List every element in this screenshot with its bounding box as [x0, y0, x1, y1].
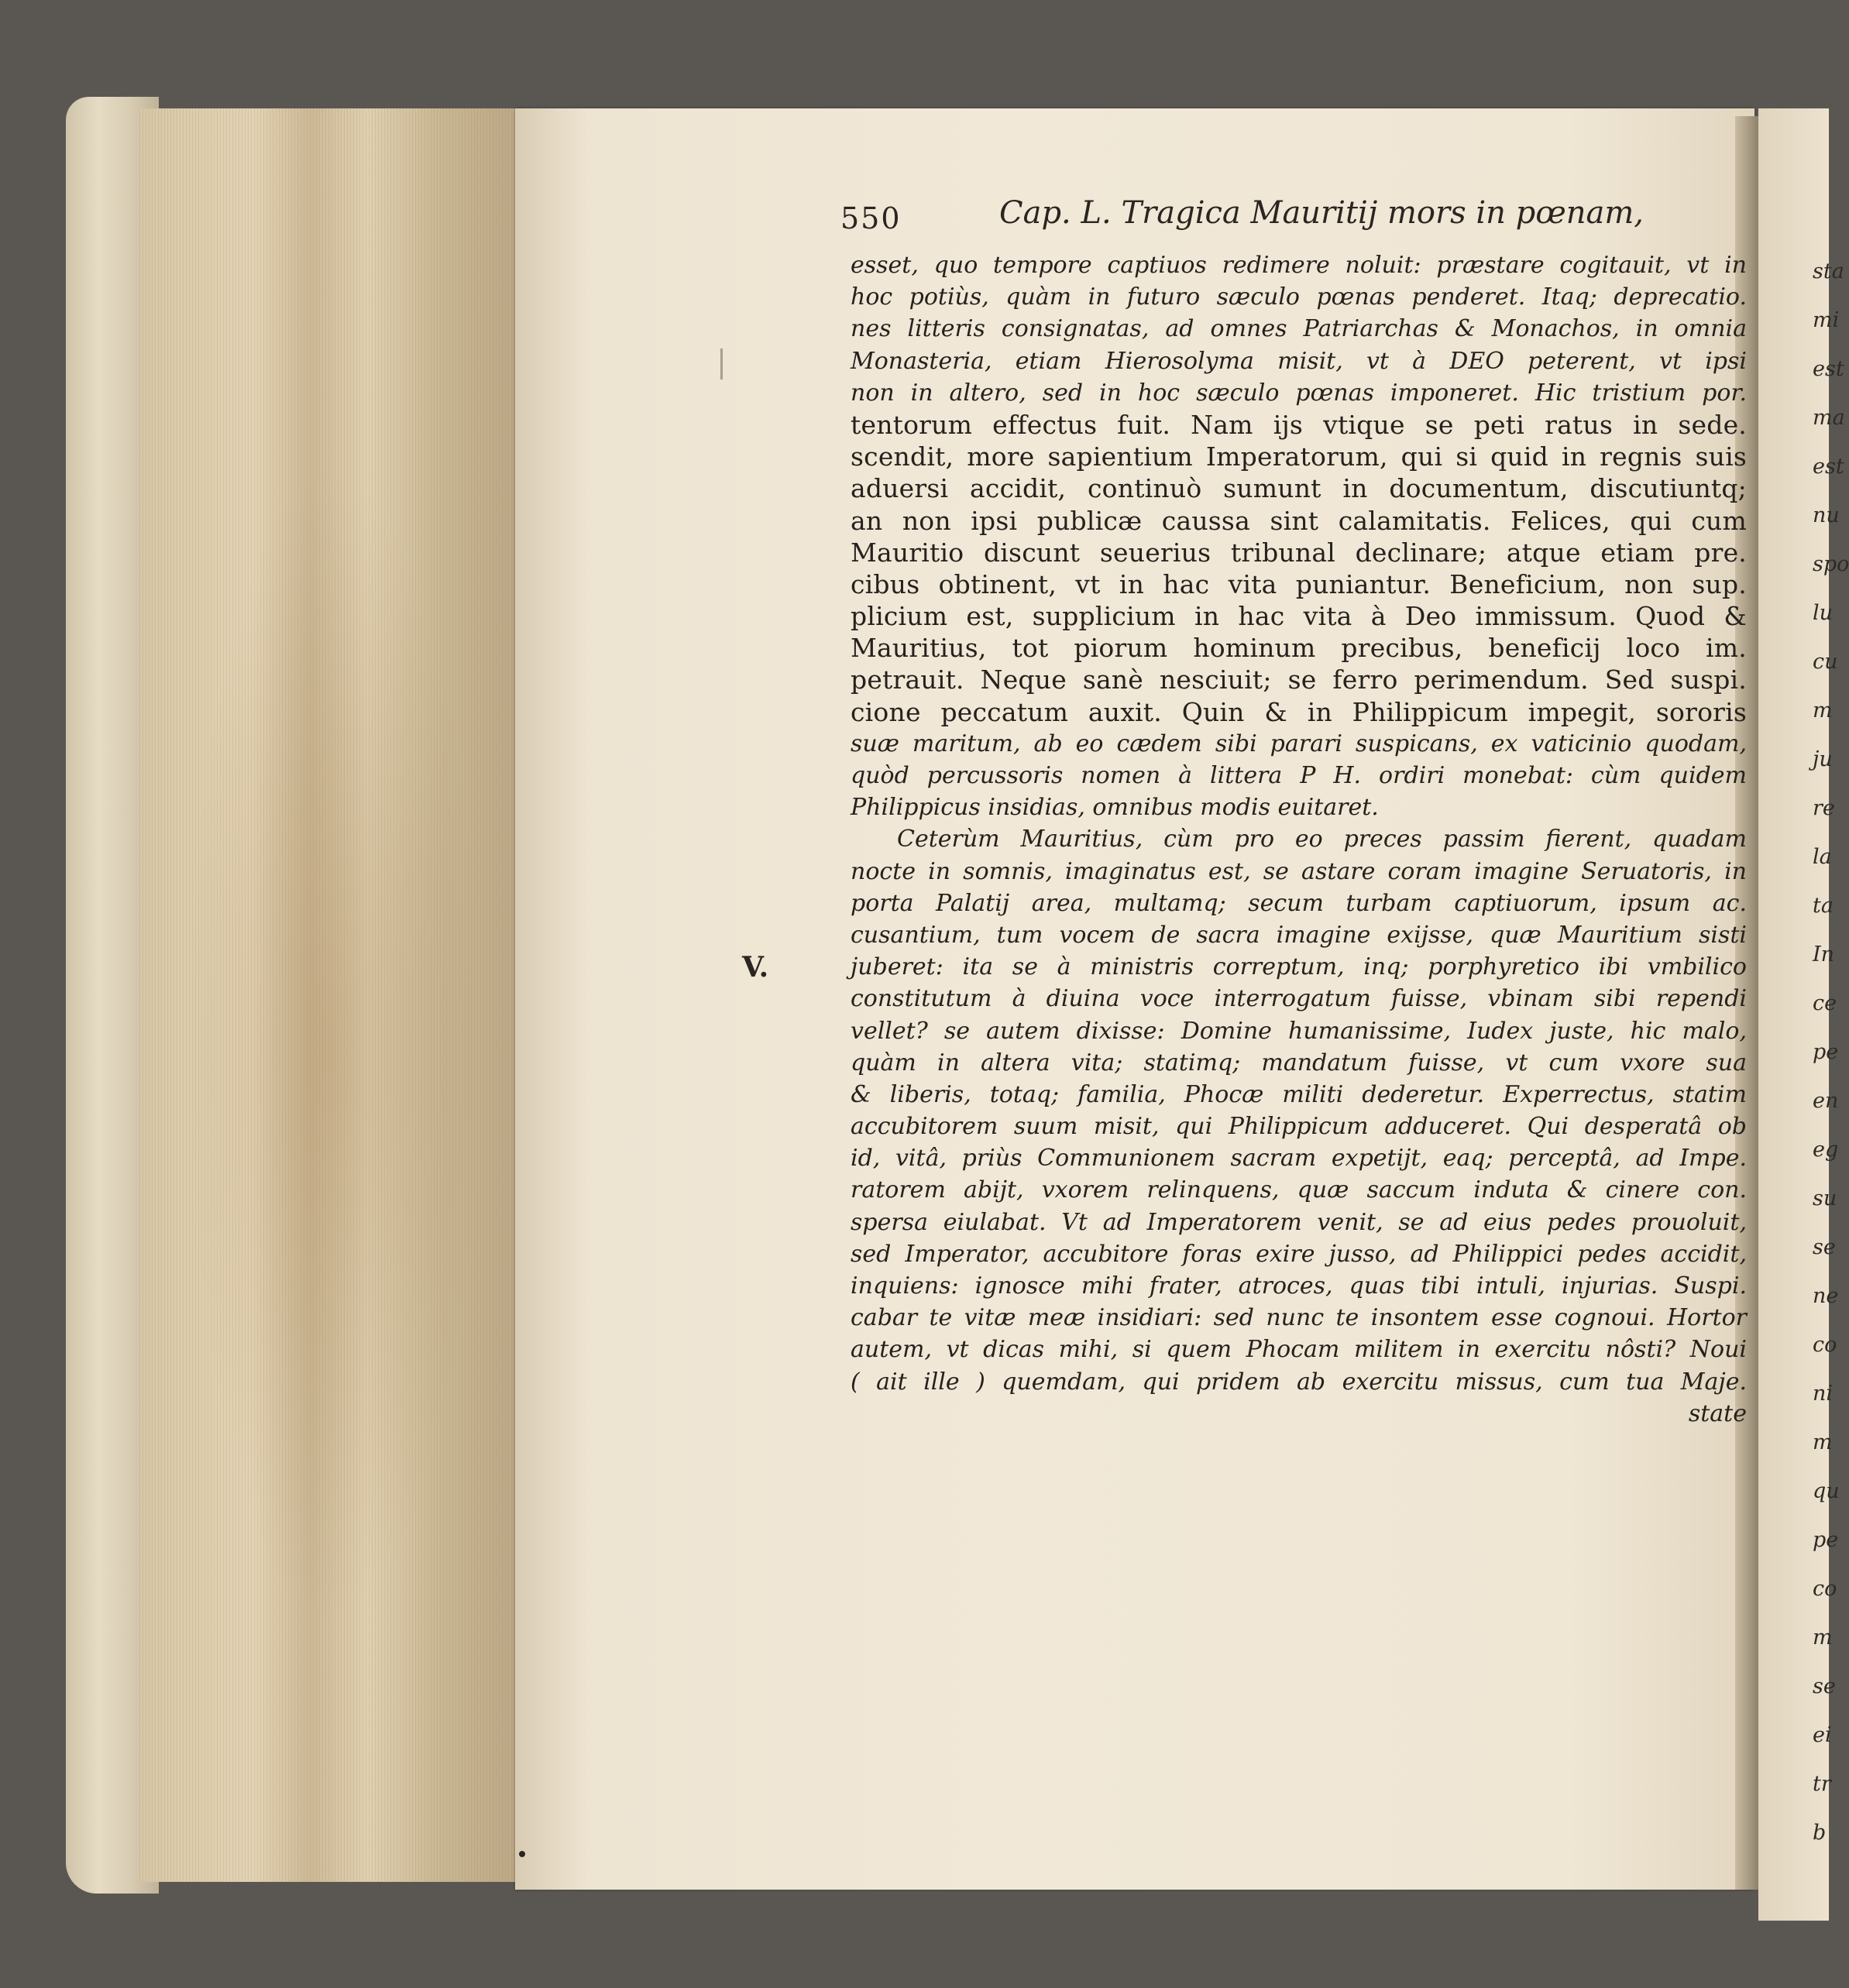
facing-page-fragment: m: [1813, 699, 1833, 723]
facing-page-fragment: se: [1813, 1235, 1836, 1259]
facing-page-fragment: tr: [1813, 1772, 1831, 1796]
facing-page-fragment: ta: [1813, 894, 1834, 918]
facing-page-fragment: m: [1813, 1626, 1833, 1650]
margin-numeral: V.: [742, 951, 769, 984]
text-line: vellet? se autem dixisse: Domine humanissime, Iudex juste, hic malo,: [851, 1017, 1747, 1045]
text-line: ( ait ille ) quemdam, qui pridem ab exercitu missus, cum tua Maje.: [851, 1368, 1747, 1396]
text-line: id, vitâ, priùs Communionem sacram expetijt, eaq; perceptâ, ad Impe.: [851, 1145, 1747, 1173]
facing-page-fragment: en: [1813, 1089, 1839, 1113]
facing-page-fragment: In: [1813, 942, 1835, 967]
facing-page-fragment: ni: [1813, 1382, 1834, 1406]
facing-page-fragment: spo: [1813, 552, 1849, 576]
text-line: quòd percussoris nomen à littera P H. ordiri monebat: cùm quidem: [851, 762, 1747, 789]
text-line: autem, vt dicas mihi, si quem Phocam militem in exercitu nôsti? Noui: [851, 1336, 1747, 1364]
text-line: inquiens: ignosce mihi frater, atroces, quas tibi intuli, injurias. Suspi.: [851, 1272, 1747, 1300]
facing-page-fragment: co: [1813, 1577, 1837, 1601]
facing-page-fragment: nu: [1813, 503, 1840, 527]
page-number: 550: [840, 201, 902, 235]
text-line: Mauritius, tot piorum hominum precibus, beneficij loco im.: [851, 633, 1747, 664]
facing-page-fragment: m: [1813, 1430, 1833, 1454]
facing-page-fragment: qu: [1813, 1479, 1840, 1503]
facing-page-fragment: co: [1813, 1333, 1837, 1357]
facing-page: [1758, 108, 1849, 1921]
facing-page-fragment: ju: [1813, 747, 1833, 771]
running-head: Cap. L. Tragica Mauritij mors in pœnam,: [999, 195, 1645, 231]
text-line: Philippicus insidias, omnibus modis euitaret.: [851, 794, 1379, 822]
text-line: juberet: ita se à ministris correptum, inq; porphyretico ibi vmbilico: [851, 953, 1747, 981]
text-line: suæ maritum, ab eo cædem sibi parari suspicans, ex vaticinio quodam,: [851, 730, 1747, 757]
facing-page-fragment: est: [1813, 357, 1844, 381]
text-line: hoc potiùs, quàm in futuro sæculo pœnas penderet. Itaq; deprecatio.: [851, 283, 1747, 311]
edge-stain: [186, 465, 480, 1626]
text-line: non in altero, sed in hoc sæculo pœnas imponeret. Hic tristium por.: [851, 379, 1747, 407]
text-line: petrauit. Neque sanè nesciuit; se ferro perimendum. Sed suspi.: [851, 664, 1747, 695]
text-line: cibus obtinent, vt in hac vita puniantur. Beneficium, non sup.: [851, 568, 1747, 599]
facing-page-fragment: mi: [1813, 308, 1840, 332]
facing-page-fragment: cu: [1813, 650, 1838, 674]
text-line: constitutum à diuina voce interrogatum fuisse, vbinam sibi rependi: [851, 985, 1747, 1013]
text-line: spersa eiulabat. Vt ad Imperatorem venit, se ad eius pedes prouoluit,: [851, 1208, 1747, 1236]
text-line: Monasteria, etiam Hierosolyma misit, vt à DEO peterent, vt ipsi: [851, 347, 1747, 375]
facing-page-fragment: la: [1813, 845, 1832, 869]
text-line: nes litteris consignatas, ad omnes Patriarchas & Monachos, in omnia: [851, 315, 1747, 343]
text-line: cione peccatum auxit. Quin & in Philippicum impegit, sororis: [851, 696, 1747, 727]
body-text: [851, 249, 1747, 1430]
text-line: cabar te vitæ meæ insidiari: sed nunc te insontem esse cognoui. Hortor: [851, 1304, 1747, 1332]
facing-page-fragment: ei: [1813, 1723, 1832, 1747]
text-line: & liberis, totaq; familia, Phocæ militi dederetur. Experrectus, statim: [851, 1080, 1747, 1108]
facing-page-fragment: se: [1813, 1674, 1836, 1698]
facing-page-fragment: ne: [1813, 1284, 1839, 1308]
margin-mark: [720, 349, 723, 379]
text-line: quàm in altera vita; statimq; mandatum fuisse, vt cum vxore sua: [851, 1049, 1747, 1076]
facing-page-fragment: est: [1813, 455, 1844, 479]
text-line: accubitorem suum misit, qui Philippicum adduceret. Qui desperatâ ob: [851, 1113, 1747, 1141]
text-line: cusantium, tum vocem de sacra imagine exijsse, quæ Mauritium sisti: [851, 921, 1747, 949]
facing-page-fragment: re: [1813, 796, 1835, 820]
text-line: an non ipsi publicæ caussa sint calamitatis. Felices, qui cum: [851, 505, 1747, 536]
facing-page-fragment: eg: [1813, 1138, 1839, 1162]
text-line: esset, quo tempore captiuos redimere noluit: præstare cogitauit, vt in: [851, 252, 1747, 279]
facing-page-fragment: ma: [1813, 406, 1845, 430]
facing-page-fragment: sta: [1813, 259, 1844, 283]
text-line: tentorum effectus fuit. Nam ijs vtique se peti ratus in sede.: [851, 409, 1747, 440]
text-line: scendit, more sapientium Imperatorum, qui si quid in regnis suis: [851, 441, 1747, 472]
text-line: aduersi accidit, continuò sumunt in documentum, discutiuntq;: [851, 473, 1747, 504]
text-line: ratorem abijt, vxorem relinquens, quæ saccum induta & cinere con.: [851, 1176, 1747, 1204]
text-line: porta Palatij area, multamq; secum turbam captiuorum, ipsum ac.: [851, 889, 1747, 917]
facing-page-fragment: lu: [1813, 601, 1834, 625]
facing-page-fragment: pe: [1813, 1040, 1839, 1064]
facing-page-fragment: b: [1813, 1821, 1827, 1845]
facing-page-fragment: ce: [1813, 991, 1837, 1015]
text-line: nocte in somnis, imaginatus est, se astare coram imagine Seruatoris, in: [851, 857, 1747, 885]
facing-page-fragment: pe: [1813, 1528, 1839, 1552]
text-line: Mauritio discunt seuerius tribunal declinare; atque etiam pre.: [851, 537, 1747, 568]
ink-dot: [519, 1851, 525, 1857]
text-line: sed Imperator, accubitore foras exire jusso, ad Philippici pedes accidit,: [851, 1240, 1747, 1268]
text-line: Ceterùm Mauritius, cùm pro eo preces passim fierent, quadam: [897, 826, 1747, 853]
text-line: plicium est, supplicium in hac vita à Deo immissum. Quod &: [851, 601, 1747, 632]
catchword: state: [1688, 1399, 1747, 1427]
facing-page-fragment: su: [1813, 1186, 1837, 1210]
